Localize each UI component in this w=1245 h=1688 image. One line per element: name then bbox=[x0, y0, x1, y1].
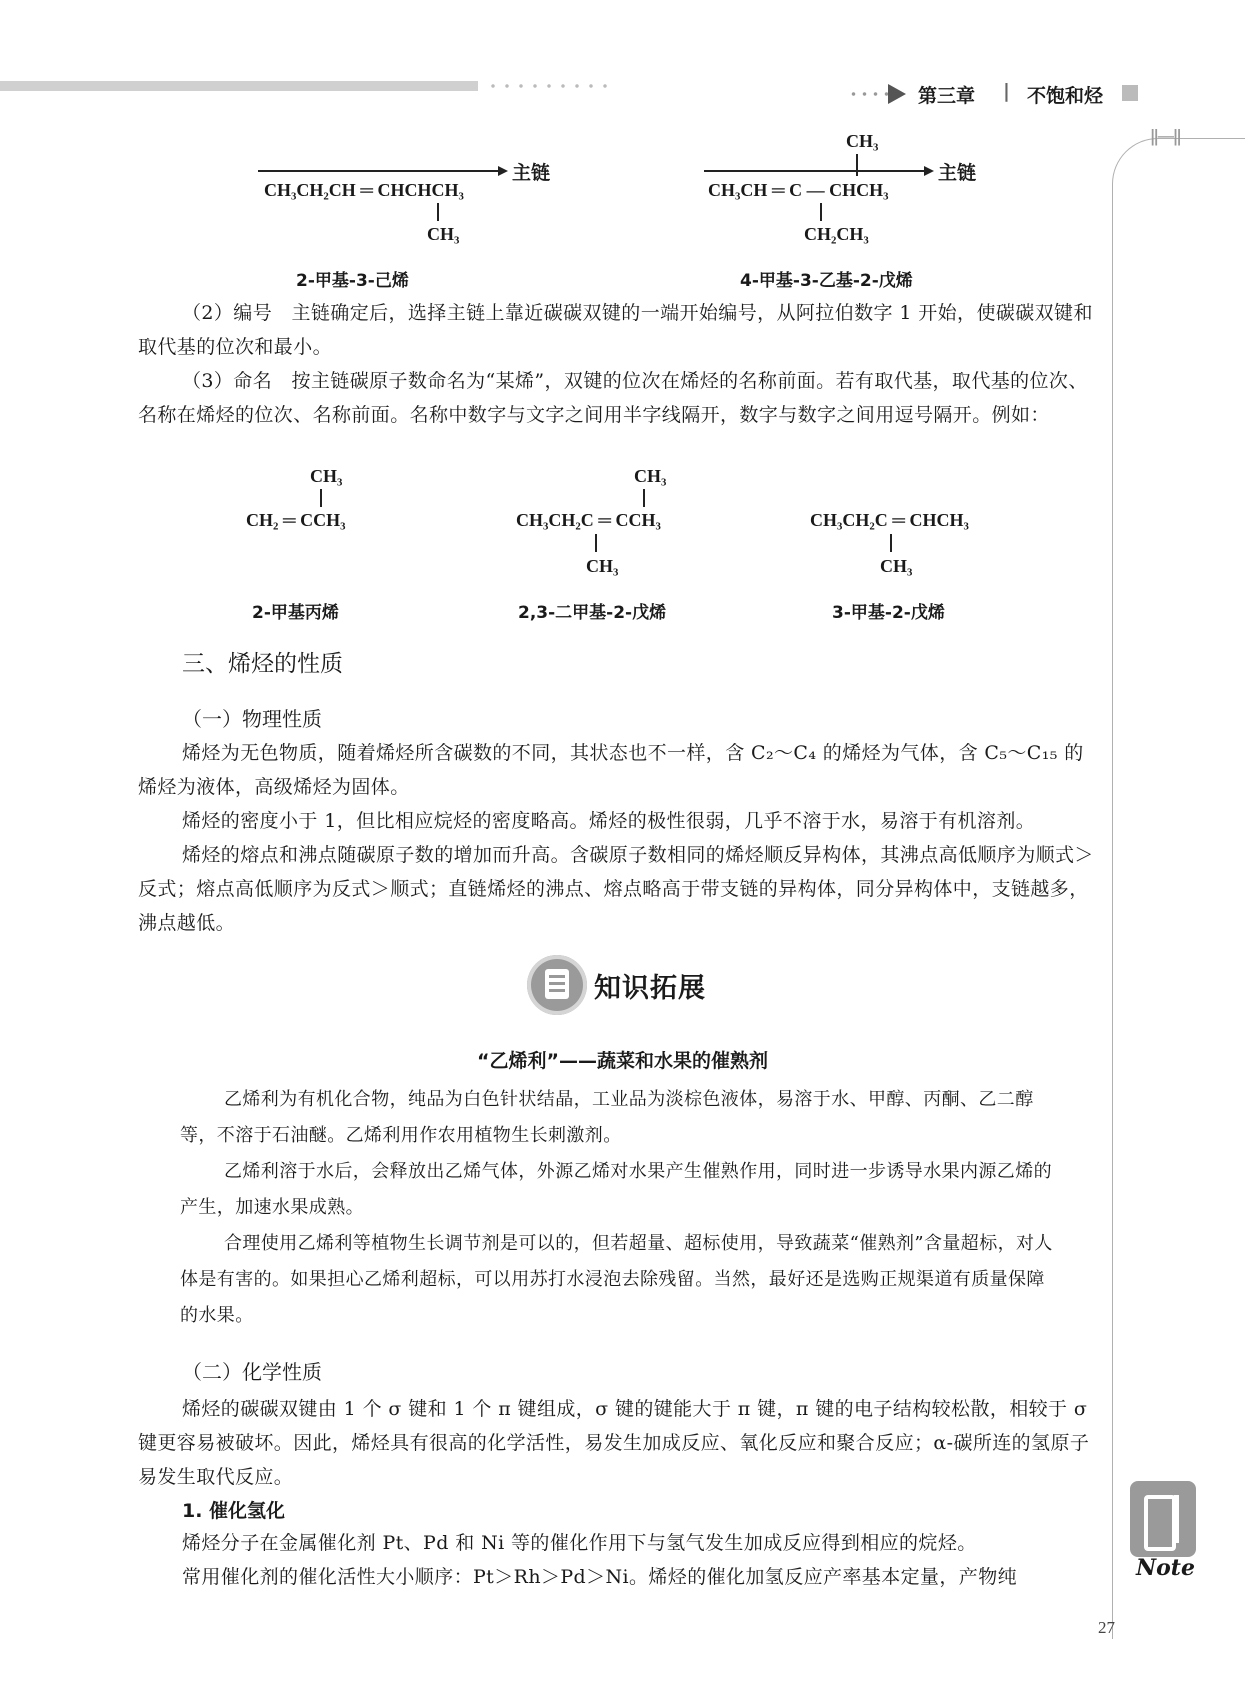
bond-vertical bbox=[595, 534, 597, 552]
para-physical-3: 烯烃的熔点和沸点随碳原子数的增加而升高。含碳原子数相同的烯烃顺反异构体，其沸点高低顺序为顺式＞反式；熔点高低顺序为反式＞顺式；直链烯烃的沸点、熔点略高于带支链的异构体，同分异构体中，支链越多，沸点越低。 bbox=[138, 844, 1094, 934]
para-physical-1: 烯烃为无色物质，随着烯烃所含碳数的不同，其状态也不一样，含 C₂～C₄ 的烯烃为气体，含 C₅～C₁₅ 的烯烃为液体，高级烯烃为固体。 bbox=[138, 742, 1084, 798]
box-para-1: 乙烯利为有机化合物，纯品为白色针状结晶，工业品为淡棕色液体，易溶于水、甲醇、丙酮、乙二醇等，不溶于石油醚。乙烯利用作农用植物生长刺激剂。 bbox=[180, 1089, 1034, 1146]
main-chain-arrow-1 bbox=[258, 170, 500, 172]
example-name-2: 2,3-二甲基-2-戊烯 bbox=[518, 603, 667, 623]
structure-name-1: 2-甲基-3-己烯 bbox=[296, 271, 409, 291]
subsection-physical: （一）物理性质 bbox=[182, 707, 322, 731]
header-chapter: 第三章 bbox=[918, 85, 976, 107]
side-marks-icon: ǁ—ǁ bbox=[1150, 126, 1180, 147]
bond-vertical bbox=[856, 154, 858, 176]
header-arrow-icon bbox=[888, 84, 906, 104]
structure-formula-2: CH₃CH ═ C — CHCH₃ bbox=[708, 180, 889, 200]
subsection-chemical: （二）化学性质 bbox=[182, 1360, 322, 1384]
heading-hydrogenation: 1. 催化氢化 bbox=[182, 1500, 286, 1522]
structure-top-2: CH₃ bbox=[846, 131, 879, 151]
header-bar bbox=[0, 81, 478, 91]
example-top-2: CH₃ bbox=[634, 466, 667, 486]
page-number: 27 bbox=[1098, 1618, 1115, 1637]
bond-vertical bbox=[820, 203, 822, 221]
box-title: “乙烯利”——蔬菜和水果的催熟剂 bbox=[477, 1050, 768, 1072]
header-dots-right bbox=[848, 92, 888, 96]
knowledge-icon bbox=[527, 955, 587, 1015]
structure-branch-1: CH₃ bbox=[427, 224, 460, 244]
bond-vertical bbox=[437, 203, 439, 221]
para-numbering: （2）编号 主链确定后，选择主链上靠近碳碳双键的一端开始编号，从阿拉伯数字 1 开始，使碳碳双键和取代基的位次和最小。 bbox=[138, 302, 1093, 358]
structure-formula-1: CH₃CH₂CH ═ CHCHCH₃ bbox=[264, 180, 464, 200]
para-physical-2: 烯烃的密度小于 1，但比相应烷烃的密度略高。烯烃的极性很弱，几乎不溶于水，易溶于有机溶剂。 bbox=[182, 810, 1036, 832]
note-label: Note bbox=[1136, 1555, 1195, 1581]
para-chemical-3: 常用催化剂的催化活性大小顺序：Pt＞Rh＞Pd＞Ni。烯烃的催化加氢反应产率基本定量，产物纯 bbox=[182, 1566, 1018, 1588]
example-bottom-3: CH₃ bbox=[880, 556, 913, 576]
header-divider: | bbox=[1003, 80, 1010, 102]
header-dots bbox=[486, 84, 616, 88]
para-chemical-2: 烯烃分子在金属催化剂 Pt、Pd 和 Ni 等的催化作用下与氢气发生加成反应得到相应的烷烃。 bbox=[182, 1532, 977, 1554]
example-top-1: CH₃ bbox=[310, 466, 343, 486]
header-title: 不饱和烃 bbox=[1027, 85, 1104, 107]
main-chain-label-2: 主链 bbox=[938, 162, 977, 184]
para-chemical-1: 烯烃的碳碳双键由 1 个 σ 键和 1 个 π 键组成，σ 键的键能大于 π 键，π 键的电子结构较松散，相较于 σ 键更容易被破坏。因此，烯烃具有很高的化学活性，易发生加成反应、氧化反应和聚合反应；α-碳所连的氢原子易发生取代反应。 bbox=[138, 1398, 1090, 1488]
header-square-icon bbox=[1122, 85, 1138, 101]
main-chain-label-1: 主链 bbox=[512, 162, 551, 184]
para-naming: （3）命名 按主链碳原子数命名为“某烯”，双键的位次在烯烃的名称前面。若有取代基，取代基的位次、名称在烯烃的位次、名称前面。名称中数字与文字之间用半字线隔开，数字与数字之间用逗号隔开。例如： bbox=[138, 370, 1088, 426]
arrow-head-icon bbox=[924, 166, 934, 176]
example-formula-2: CH₃CH₂C ═ CCH₃ bbox=[516, 510, 661, 530]
bond-vertical bbox=[320, 489, 322, 507]
example-name-3: 3-甲基-2-戊烯 bbox=[832, 603, 945, 623]
main-chain-arrow-2 bbox=[704, 170, 926, 172]
side-rule bbox=[1112, 138, 1245, 1639]
example-name-1: 2-甲基丙烯 bbox=[252, 603, 339, 623]
box-para-3: 合理使用乙烯利等植物生长调节剂是可以的，但若超量、超标使用，导致蔬菜“催熟剂”含量超标，对人体是有害的。如果担心乙烯利超标，可以用苏打水浸泡去除残留。当然，最好还是选购正规渠道有质量保障的水果。 bbox=[180, 1233, 1053, 1326]
example-formula-3: CH₃CH₂C ═ CHCH₃ bbox=[810, 510, 969, 530]
bond-vertical bbox=[643, 489, 645, 507]
note-icon bbox=[1130, 1481, 1196, 1557]
knowledge-heading: 知识拓展 bbox=[594, 973, 706, 1004]
arrow-head-icon bbox=[498, 166, 508, 176]
structure-branch-2: CH₂CH₃ bbox=[804, 224, 869, 244]
example-bottom-2: CH₃ bbox=[586, 556, 619, 576]
structure-name-2: 4-甲基-3-乙基-2-戊烯 bbox=[740, 271, 913, 291]
section-title: 三、烯烃的性质 bbox=[182, 651, 343, 677]
bond-vertical bbox=[890, 534, 892, 552]
box-para-2: 乙烯利溶于水后，会释放出乙烯气体，外源乙烯对水果产生催熟作用，同时进一步诱导水果内源乙烯的产生，加速水果成熟。 bbox=[180, 1161, 1052, 1218]
example-formula-1: CH₂ ═ CCH₃ bbox=[246, 510, 346, 530]
